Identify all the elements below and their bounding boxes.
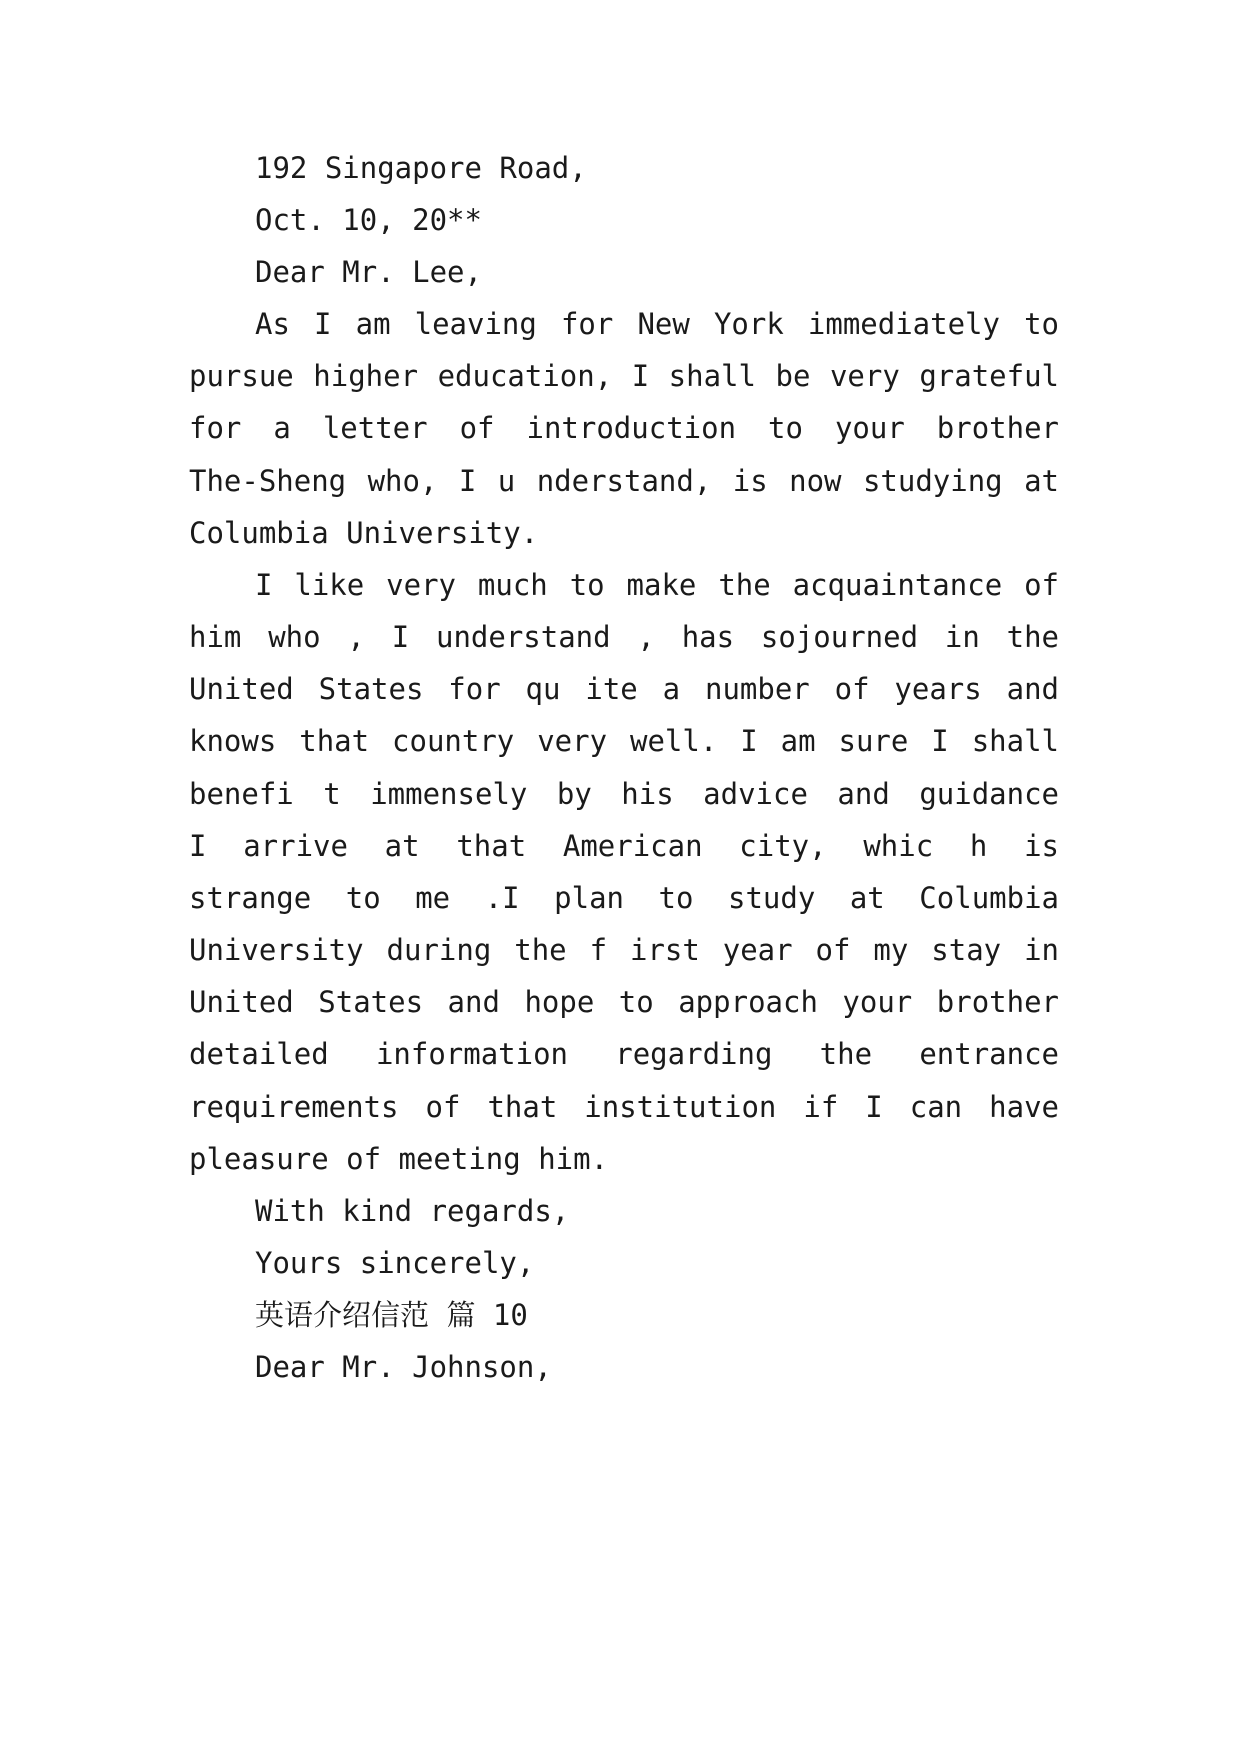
paragraph-line: detailed information regarding the entrance — [189, 1037, 1059, 1071]
paragraph-line: I arrive at that American city, whic h is — [189, 829, 1059, 863]
paragraph-line: requirements of that institution if I can have — [189, 1090, 1059, 1124]
paragraph-line: knows that country very well. I am sure I shall — [189, 724, 1059, 758]
paragraph-line: strange to me .I plan to study at Columbia — [189, 881, 1059, 915]
paragraph-line: pleasure of meeting him. — [189, 1142, 609, 1176]
closing: With kind regards, — [255, 1194, 570, 1228]
paragraph-line: I like very much to make the acquaintance of — [255, 568, 1059, 602]
salutation: Dear Mr. Lee, — [255, 255, 482, 289]
paragraph-line: University during the f irst year of my stay in — [189, 933, 1059, 967]
paragraph-line: United States for qu ite a number of years and — [189, 672, 1059, 706]
paragraph-line: As I am leaving for New York immediately to — [255, 307, 1059, 341]
paragraph-line: benefi t immensely by his advice and guidance — [189, 777, 1059, 811]
paragraph-line: pursue higher education, I shall be very grateful — [189, 359, 1059, 393]
sender-address: 192 Singapore Road, — [255, 151, 587, 185]
paragraph-line: United States and hope to approach your brother — [189, 985, 1059, 1019]
paragraph-line: The-Sheng who, I u nderstand, is now studying at — [189, 464, 1059, 498]
letter-date: Oct. 10, 20** — [255, 203, 482, 237]
paragraph-line: for a letter of introduction to your brother — [189, 411, 1059, 445]
section-heading: 英语介绍信范 篇 10 — [255, 1298, 528, 1332]
signoff: Yours sincerely, — [255, 1246, 535, 1280]
paragraph-line: him who , I understand , has sojourned in the — [189, 620, 1059, 654]
next-salutation: Dear Mr. Johnson, — [255, 1350, 552, 1384]
paragraph-line: Columbia University. — [189, 516, 539, 550]
